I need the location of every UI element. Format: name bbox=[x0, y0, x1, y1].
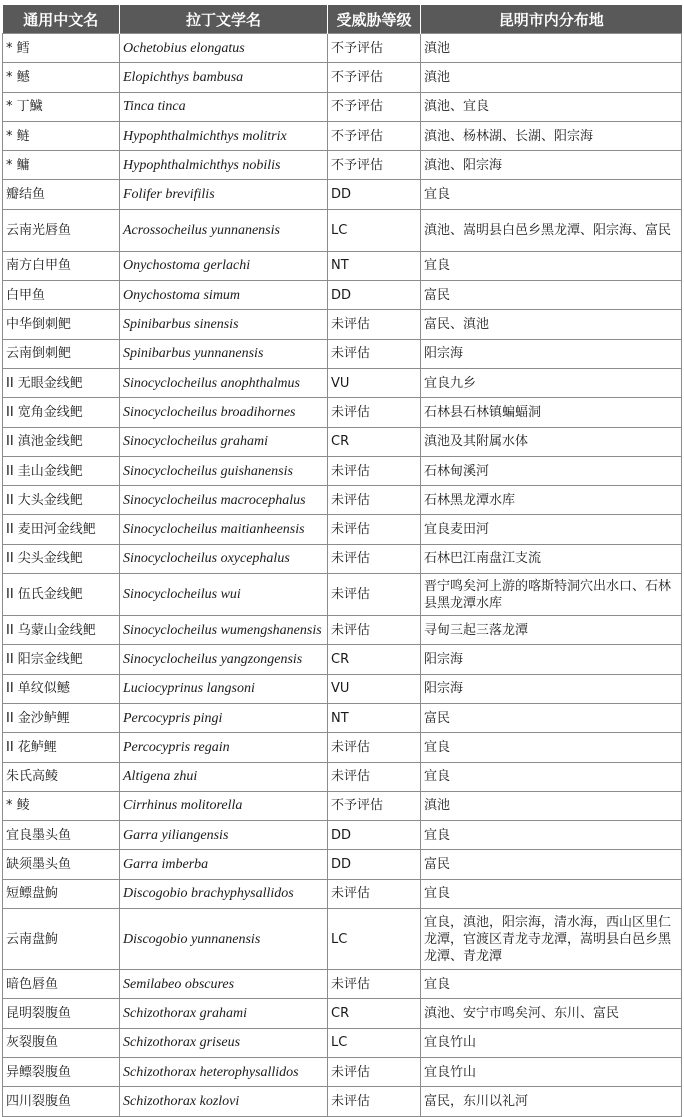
table-row bbox=[3, 674, 682, 703]
table-row bbox=[3, 999, 682, 1028]
threat-level-cell: VU bbox=[328, 368, 421, 397]
threat-level-cell: 未评估 bbox=[328, 733, 421, 762]
distribution-cell: 宜良 bbox=[421, 821, 682, 850]
header-chinese-name: 通用中文名 bbox=[3, 5, 120, 34]
latin-name-cell: Percocypris regain bbox=[120, 733, 328, 762]
latin-name-cell: Sinocyclocheilus maitianheensis bbox=[120, 515, 328, 544]
threat-level-cell: DD bbox=[328, 281, 421, 310]
chinese-name-cell: II 单纹似鳡 bbox=[3, 674, 120, 703]
chinese-name-cell: II 伍氏金线鲃 bbox=[3, 574, 120, 616]
threat-level-cell: 未评估 bbox=[328, 879, 421, 908]
distribution-cell: 阳宗海 bbox=[421, 645, 682, 674]
latin-name-cell: Schizothorax heterophysallidos bbox=[120, 1057, 328, 1086]
distribution-cell: 宜良麦田河 bbox=[421, 515, 682, 544]
distribution-cell: 富民 bbox=[421, 281, 682, 310]
latin-name-cell: Sinocyclocheilus anophthalmus bbox=[120, 368, 328, 397]
threat-level-cell: 未评估 bbox=[328, 970, 421, 999]
latin-name-cell: Hypophthalmichthys molitrix bbox=[120, 121, 328, 150]
threat-level-cell: 不予评估 bbox=[328, 92, 421, 121]
threat-level-cell: DD bbox=[328, 821, 421, 850]
chinese-name-cell: * 鲢 bbox=[3, 121, 120, 150]
latin-name-cell: Cirrhinus molitorella bbox=[120, 791, 328, 820]
distribution-cell: 富民，东川以礼河 bbox=[421, 1087, 682, 1116]
latin-name-cell: Spinibarbus sinensis bbox=[120, 310, 328, 339]
latin-name-cell: Folifer brevifilis bbox=[120, 180, 328, 209]
table-row bbox=[3, 733, 682, 762]
distribution-cell: 宜良竹山 bbox=[421, 1028, 682, 1057]
distribution-cell: 晋宁鸣矣河上游的喀斯特洞穴出水口、石林县黑龙潭水库 bbox=[421, 574, 682, 616]
chinese-name-cell: * 鳙 bbox=[3, 151, 120, 180]
chinese-name-cell: II 宽角金线鲃 bbox=[3, 398, 120, 427]
threat-level-cell: CR bbox=[328, 645, 421, 674]
latin-name-cell: Discogobio brachyphysallidos bbox=[120, 879, 328, 908]
table-row bbox=[3, 209, 682, 251]
threat-level-cell: LC bbox=[328, 209, 421, 251]
header-latin-name: 拉丁文学名 bbox=[120, 5, 328, 34]
distribution-cell: 宜良 bbox=[421, 180, 682, 209]
header-distribution: 昆明市内分布地 bbox=[421, 5, 682, 34]
table-row bbox=[3, 703, 682, 732]
table-row bbox=[3, 515, 682, 544]
chinese-name-cell: 灰裂腹鱼 bbox=[3, 1028, 120, 1057]
latin-name-cell: Garra yiliangensis bbox=[120, 821, 328, 850]
latin-name-cell: Hypophthalmichthys nobilis bbox=[120, 151, 328, 180]
table-row bbox=[3, 151, 682, 180]
distribution-cell: 石林甸溪河 bbox=[421, 456, 682, 485]
latin-name-cell: Sinocyclocheilus guishanensis bbox=[120, 456, 328, 485]
latin-name-cell: Luciocyprinus langsoni bbox=[120, 674, 328, 703]
distribution-cell: 宜良 bbox=[421, 970, 682, 999]
table-row bbox=[3, 368, 682, 397]
latin-name-cell: Tinca tinca bbox=[120, 92, 328, 121]
threat-level-cell: NT bbox=[328, 703, 421, 732]
latin-name-cell: Ochetobius elongatus bbox=[120, 34, 328, 63]
table-row bbox=[3, 970, 682, 999]
table-row bbox=[3, 879, 682, 908]
latin-name-cell: Schizothorax griseus bbox=[120, 1028, 328, 1057]
chinese-name-cell: 南方白甲鱼 bbox=[3, 251, 120, 280]
table-row bbox=[3, 616, 682, 645]
threat-level-cell: 不予评估 bbox=[328, 34, 421, 63]
threat-level-cell: 不予评估 bbox=[328, 791, 421, 820]
table-row bbox=[3, 1028, 682, 1057]
table-row bbox=[3, 281, 682, 310]
chinese-name-cell: II 圭山金线鲃 bbox=[3, 456, 120, 485]
latin-name-cell: Percocypris pingi bbox=[120, 703, 328, 732]
table-row bbox=[3, 791, 682, 820]
distribution-cell: 宜良九乡 bbox=[421, 368, 682, 397]
threat-level-cell: CR bbox=[328, 427, 421, 456]
threat-level-cell: 未评估 bbox=[328, 616, 421, 645]
latin-name-cell: Semilabeo obscures bbox=[120, 970, 328, 999]
table-row bbox=[3, 34, 682, 63]
threat-level-cell: 未评估 bbox=[328, 574, 421, 616]
table-row bbox=[3, 63, 682, 92]
threat-level-cell: DD bbox=[328, 180, 421, 209]
table-row bbox=[3, 398, 682, 427]
table-row bbox=[3, 850, 682, 879]
chinese-name-cell: 云南光唇鱼 bbox=[3, 209, 120, 251]
distribution-cell: 富民、滇池 bbox=[421, 310, 682, 339]
distribution-cell: 滇池、嵩明县白邑乡黑龙潭、阳宗海、富民 bbox=[421, 209, 682, 251]
latin-name-cell: Sinocyclocheilus oxycephalus bbox=[120, 544, 328, 573]
table-row bbox=[3, 456, 682, 485]
threat-level-cell: 未评估 bbox=[328, 310, 421, 339]
chinese-name-cell: * 鳡 bbox=[3, 63, 120, 92]
distribution-cell: 石林巴江南盘江支流 bbox=[421, 544, 682, 573]
distribution-cell: 宜良 bbox=[421, 762, 682, 791]
latin-name-cell: Onychostoma gerlachi bbox=[120, 251, 328, 280]
threat-level-cell: 未评估 bbox=[328, 486, 421, 515]
chinese-name-cell: 短鳔盘鮈 bbox=[3, 879, 120, 908]
table-row bbox=[3, 251, 682, 280]
latin-name-cell: Sinocyclocheilus wui bbox=[120, 574, 328, 616]
threat-level-cell: LC bbox=[328, 1028, 421, 1057]
distribution-cell: 石林县石林镇蝙蝠洞 bbox=[421, 398, 682, 427]
chinese-name-cell: 瓣结鱼 bbox=[3, 180, 120, 209]
latin-name-cell: Sinocyclocheilus macrocephalus bbox=[120, 486, 328, 515]
threat-level-cell: 未评估 bbox=[328, 762, 421, 791]
latin-name-cell: Sinocyclocheilus broadihornes bbox=[120, 398, 328, 427]
chinese-name-cell: II 花鲈鲤 bbox=[3, 733, 120, 762]
threat-level-cell: LC bbox=[328, 909, 421, 970]
table-row bbox=[3, 1057, 682, 1086]
latin-name-cell: Onychostoma simum bbox=[120, 281, 328, 310]
latin-name-cell: Altigena zhui bbox=[120, 762, 328, 791]
threat-level-cell: 不予评估 bbox=[328, 151, 421, 180]
table-row bbox=[3, 574, 682, 616]
chinese-name-cell: 缺须墨头鱼 bbox=[3, 850, 120, 879]
distribution-cell: 滇池 bbox=[421, 791, 682, 820]
threat-level-cell: 未评估 bbox=[328, 515, 421, 544]
distribution-cell: 宜良，滇池，阳宗海，清水海，西山区里仁龙潭，官渡区青龙寺龙潭，嵩明县白邑乡黑龙潭、青龙潭 bbox=[421, 909, 682, 970]
chinese-name-cell: 中华倒刺鲃 bbox=[3, 310, 120, 339]
table-row bbox=[3, 821, 682, 850]
threat-level-cell: NT bbox=[328, 251, 421, 280]
distribution-cell: 滇池、阳宗海 bbox=[421, 151, 682, 180]
threat-level-cell: 未评估 bbox=[328, 1087, 421, 1116]
header-row bbox=[3, 5, 682, 34]
table-row bbox=[3, 486, 682, 515]
chinese-name-cell: II 尖头金线鲃 bbox=[3, 544, 120, 573]
distribution-cell: 宜良 bbox=[421, 733, 682, 762]
chinese-name-cell: 昆明裂腹鱼 bbox=[3, 999, 120, 1028]
distribution-cell: 滇池 bbox=[421, 63, 682, 92]
chinese-name-cell: II 大头金线鲃 bbox=[3, 486, 120, 515]
distribution-cell: 滇池、安宁市鸣矣河、东川、富民 bbox=[421, 999, 682, 1028]
header-threat-level: 受威胁等级 bbox=[328, 5, 421, 34]
latin-name-cell: Schizothorax kozlovi bbox=[120, 1087, 328, 1116]
distribution-cell: 滇池 bbox=[421, 34, 682, 63]
distribution-cell: 宜良竹山 bbox=[421, 1057, 682, 1086]
chinese-name-cell: 暗色唇鱼 bbox=[3, 970, 120, 999]
table-row bbox=[3, 1087, 682, 1116]
chinese-name-cell: 云南倒刺鲃 bbox=[3, 339, 120, 368]
chinese-name-cell: * 鲮 bbox=[3, 791, 120, 820]
chinese-name-cell: * 丁鱥 bbox=[3, 92, 120, 121]
threat-level-cell: 不予评估 bbox=[328, 63, 421, 92]
table-row bbox=[3, 762, 682, 791]
threat-level-cell: 未评估 bbox=[328, 456, 421, 485]
table-row bbox=[3, 427, 682, 456]
chinese-name-cell: II 麦田河金线鲃 bbox=[3, 515, 120, 544]
threat-level-cell: 未评估 bbox=[328, 544, 421, 573]
table-row bbox=[3, 310, 682, 339]
threat-level-cell: 不予评估 bbox=[328, 121, 421, 150]
table-row bbox=[3, 544, 682, 573]
distribution-cell: 滇池及其附属水体 bbox=[421, 427, 682, 456]
latin-name-cell: Spinibarbus yunnanensis bbox=[120, 339, 328, 368]
distribution-cell: 富民 bbox=[421, 850, 682, 879]
species-table bbox=[2, 5, 682, 1117]
latin-name-cell: Sinocyclocheilus wumengshanensis bbox=[120, 616, 328, 645]
latin-name-cell: Garra imberba bbox=[120, 850, 328, 879]
latin-name-cell: Discogobio yunnanensis bbox=[120, 909, 328, 970]
latin-name-cell: Acrossocheilus yunnanensis bbox=[120, 209, 328, 251]
distribution-cell: 阳宗海 bbox=[421, 674, 682, 703]
chinese-name-cell: II 无眼金线鲃 bbox=[3, 368, 120, 397]
table-row bbox=[3, 180, 682, 209]
distribution-cell: 寻甸三起三落龙潭 bbox=[421, 616, 682, 645]
chinese-name-cell: II 滇池金线鲃 bbox=[3, 427, 120, 456]
distribution-cell: 富民 bbox=[421, 703, 682, 732]
chinese-name-cell: 朱氏高鲮 bbox=[3, 762, 120, 791]
distribution-cell: 滇池、杨林湖、长湖、阳宗海 bbox=[421, 121, 682, 150]
chinese-name-cell: 白甲鱼 bbox=[3, 281, 120, 310]
threat-level-cell: CR bbox=[328, 999, 421, 1028]
latin-name-cell: Schizothorax grahami bbox=[120, 999, 328, 1028]
threat-level-cell: 未评估 bbox=[328, 339, 421, 368]
latin-name-cell: Sinocyclocheilus yangzongensis bbox=[120, 645, 328, 674]
chinese-name-cell: 宜良墨头鱼 bbox=[3, 821, 120, 850]
distribution-cell: 滇池、宜良 bbox=[421, 92, 682, 121]
latin-name-cell: Sinocyclocheilus grahami bbox=[120, 427, 328, 456]
distribution-cell: 宜良 bbox=[421, 879, 682, 908]
distribution-cell: 石林黑龙潭水库 bbox=[421, 486, 682, 515]
chinese-name-cell: II 金沙鲈鲤 bbox=[3, 703, 120, 732]
chinese-name-cell: 云南盘鮈 bbox=[3, 909, 120, 970]
table-row bbox=[3, 339, 682, 368]
threat-level-cell: 未评估 bbox=[328, 398, 421, 427]
latin-name-cell: Elopichthys bambusa bbox=[120, 63, 328, 92]
chinese-name-cell: 异鳔裂腹鱼 bbox=[3, 1057, 120, 1086]
table-row bbox=[3, 92, 682, 121]
table-row bbox=[3, 121, 682, 150]
table-row bbox=[3, 909, 682, 970]
chinese-name-cell: II 乌蒙山金线鲃 bbox=[3, 616, 120, 645]
threat-level-cell: 未评估 bbox=[328, 1057, 421, 1086]
threat-level-cell: VU bbox=[328, 674, 421, 703]
distribution-cell: 宜良 bbox=[421, 251, 682, 280]
chinese-name-cell: 四川裂腹鱼 bbox=[3, 1087, 120, 1116]
threat-level-cell: DD bbox=[328, 850, 421, 879]
chinese-name-cell: II 阳宗金线鲃 bbox=[3, 645, 120, 674]
table-row bbox=[3, 645, 682, 674]
chinese-name-cell: * 鳕 bbox=[3, 34, 120, 63]
distribution-cell: 阳宗海 bbox=[421, 339, 682, 368]
